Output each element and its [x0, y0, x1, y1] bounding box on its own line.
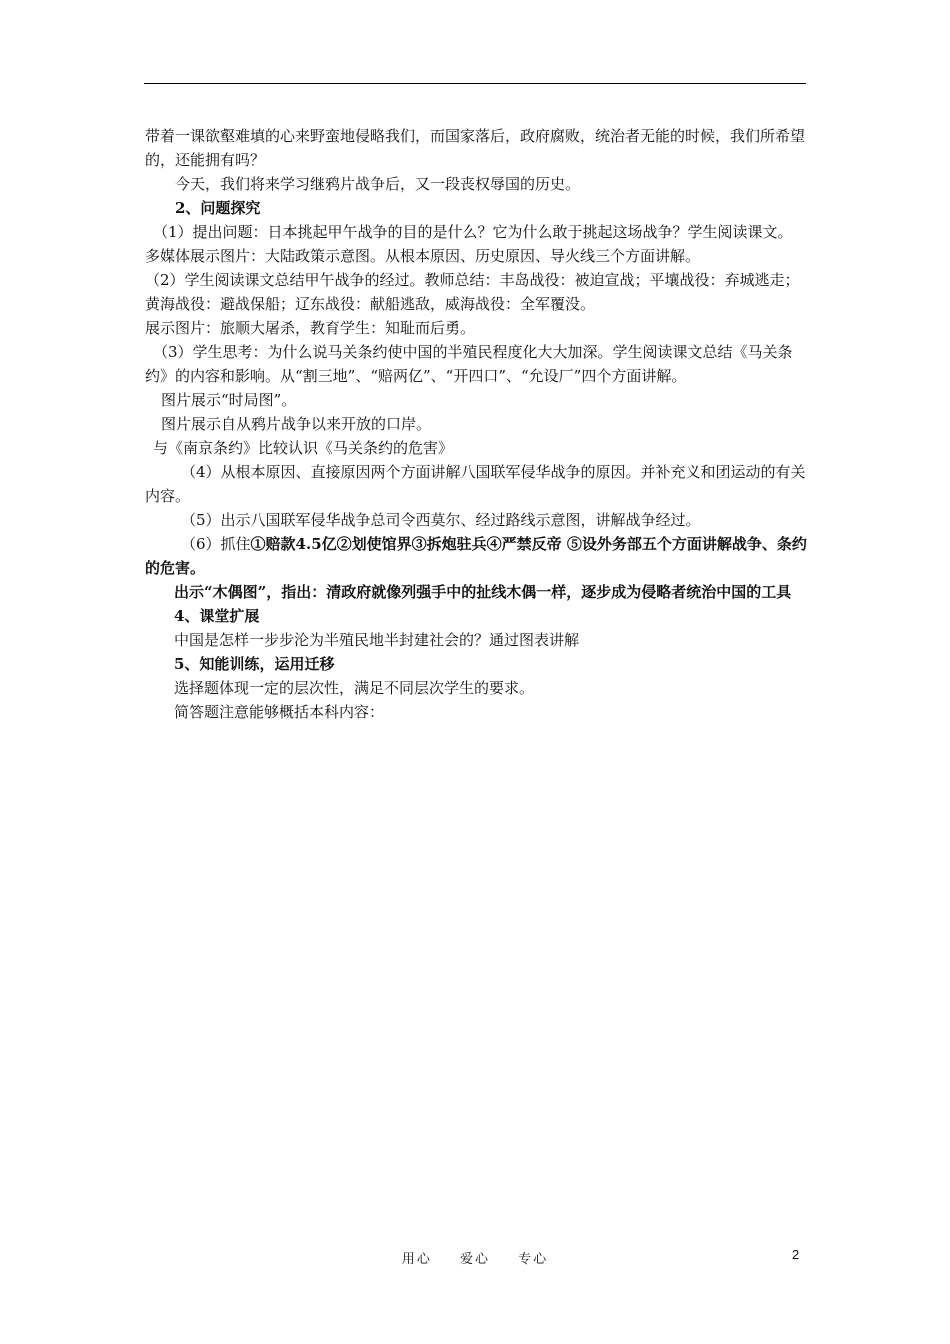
- paragraph-short-answer: 简答题注意能够概括本科内容：: [174, 703, 385, 721]
- paragraph-puppet: 出示“木偶图”，指出：清政府就像列强手中的扯线木偶一样，逐步成为侵略者统治中国的工具: [174, 583, 792, 601]
- paragraph-today: 今天，我们将来学习继鸦片战争后，又一段丧权辱国的历史。: [175, 175, 581, 193]
- section-heading-inquiry: 2、问题探究: [175, 199, 261, 217]
- paragraph-item-5: （5）出示八国联军侵华战争总司令西莫尔、经过路线示意图，讲解战争经过。: [181, 511, 701, 529]
- footer-slogan: 用心 爱心 专心: [401, 1252, 549, 1267]
- paragraph-item-4: （4）从根本原因、直接原因两个方面讲解八国联军侵华战争的原因。并补充义和团运动的有关内容。: [145, 463, 806, 505]
- paragraph-intro: 带着一课欲壑难填的心来野蛮地侵略我们，而国家落后，政府腐败，统治者无能的时候，我们所希望的，还能拥有吗？: [145, 127, 806, 169]
- paragraph-extension: 中国是怎样一步步沦为半殖民地半封建社会的？通过图表讲解: [174, 631, 580, 649]
- header-rule: [144, 83, 806, 84]
- page-number: 2: [792, 1247, 800, 1262]
- item-6-lead: （6）抓住: [181, 535, 251, 553]
- paragraph-item-6: [145, 532, 807, 580]
- document-body: [145, 124, 807, 724]
- section-heading-extension: 4、课堂扩展: [174, 607, 260, 625]
- section-heading-training: 5、知能训练，运用迁移: [174, 655, 335, 673]
- paragraph-choice: 选择题体现一定的层次性，满足不同层次学生的要求。: [174, 679, 535, 697]
- paragraph-shiju-map: 图片展示“时局图”。: [161, 391, 297, 409]
- paragraph-massacre: 展示图片：旅顺大屠杀，教育学生：知耻而后勇。: [145, 319, 476, 337]
- paragraph-item-1: （1）提出问题：日本挑起甲午战争的目的是什么？它为什么敢于挑起这场战争？学生阅读课文。多媒体展示图片：大陆政策示意图。从根本原因、历史原因、导火线三个方面讲解。: [145, 223, 793, 265]
- paragraph-compare: 与《南京条约》比较认识《马关条约的危害》: [153, 439, 454, 457]
- paragraph-item-3: （3）学生思考：为什么说马关条约使中国的半殖民程度化大大加深。学生阅读课文总结《马关条约》的内容和影响。从“割三地”、“赔两亿”、“开四口”、“允设厂”四个方面讲解。: [145, 343, 793, 385]
- paragraph-ports: 图片展示自从鸦片战争以来开放的口岸。: [161, 415, 432, 433]
- paragraph-item-2: （2）学生阅读课文总结甲午战争的经过。教师总结：丰岛战役：被迫宣战；平壤战役：弃城逃走；黄海战役：避战保船；辽东战役：献船逃敌，威海战役：全军覆没。: [145, 271, 800, 313]
- item-6-points: ①赔款4.5亿②划使馆界③拆炮驻兵④严禁反帝 ⑤设外务部五个方面讲解战争、条约的危害。: [145, 535, 807, 577]
